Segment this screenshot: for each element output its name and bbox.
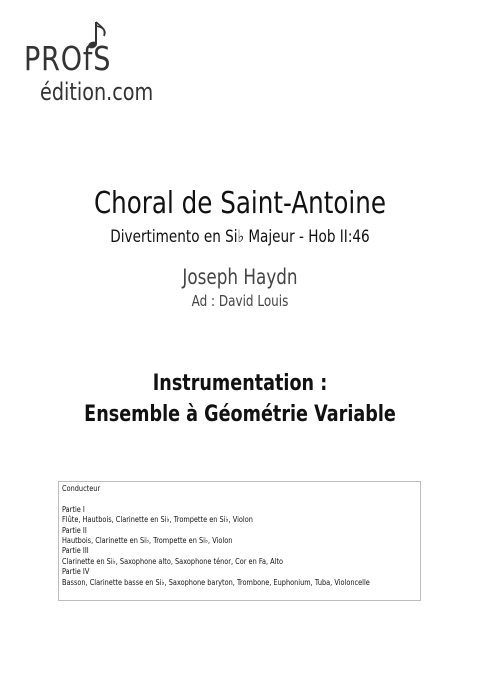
logo-text-edition: édition.com: [40, 78, 154, 106]
parts-line-conductor: Conducteur: [62, 484, 101, 493]
instrumentation-heading: [48, 370, 432, 432]
parts-line-partie-3-title: Partie III: [62, 546, 89, 556]
parts-line-partie-2-title: Partie II: [62, 525, 87, 535]
arranger-credit: Ad : David Louis: [191, 292, 289, 310]
parts-line-partie-1-title: Partie I: [62, 504, 85, 514]
publisher-logo: [22, 18, 172, 108]
piece-title: Choral de Saint-Antoine: [93, 186, 386, 221]
logo-text-profs: PROfS: [24, 39, 112, 78]
parts-line-partie-4-instruments: Basson, Clarinette basse en Si♭, Saxophone baryton, Trombone, Euphonium, Tuba, Violoncelle: [62, 577, 370, 587]
parts-line-spacer: [62, 494, 353, 504]
parts-line-partie-2-instruments: Hautbois, Clarinette en Si♭, Trompette en Si♭, Violon: [62, 536, 233, 546]
ensemble-type: Ensemble à Géométrie Variable: [84, 402, 396, 427]
composer-name: Joseph Haydn: [182, 265, 298, 289]
parts-list-box: [58, 481, 421, 601]
parts-line-partie-3-instruments: Clarinette en Si♭, Saxophone alto, Saxophone ténor, Cor en Fa, Alto: [62, 556, 284, 566]
parts-line-partie-1-instruments: Flûte, Hautbois, Clarinette en Si♭, Trompette en Si♭, Violon: [62, 515, 253, 525]
piece-subtitle: Divertimento en Si♭ Majeur - Hob II:46: [110, 227, 370, 247]
instrumentation-label: Instrumentation :: [152, 371, 328, 396]
parts-line-partie-4-title: Partie IV: [62, 567, 90, 577]
